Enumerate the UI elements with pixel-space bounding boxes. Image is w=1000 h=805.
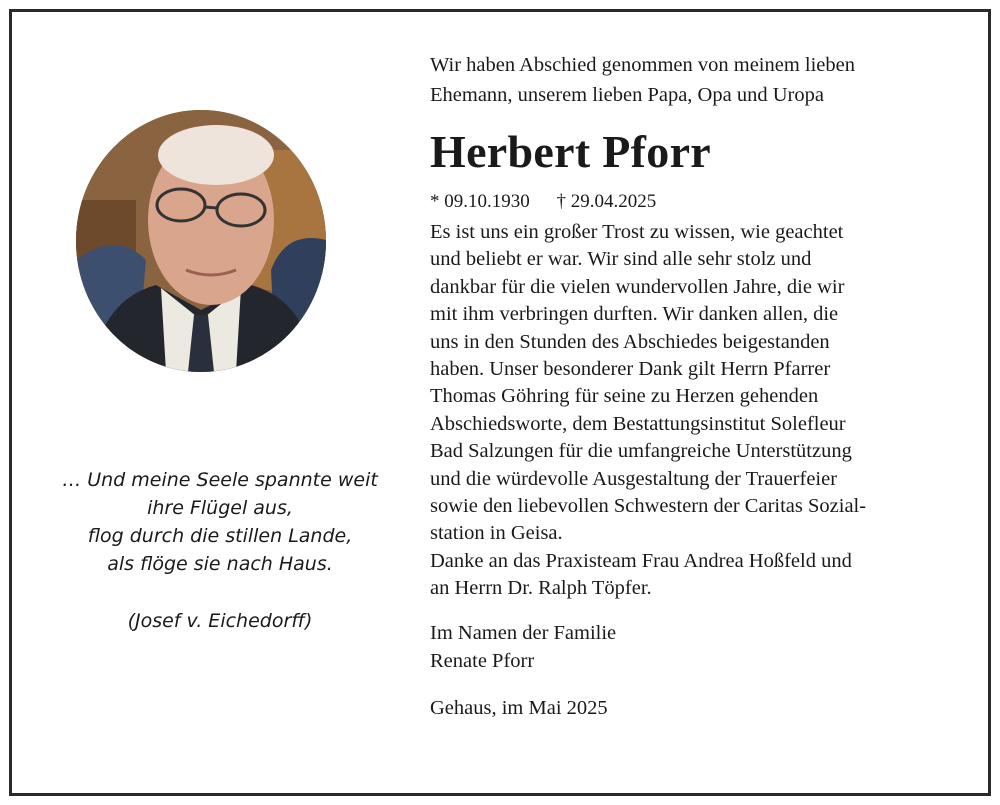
body-line: Danke an das Praxisteam Frau Andrea Hoßfeld und bbox=[430, 549, 852, 572]
body-line: uns in den Stunden des Abschiedes beigestanden bbox=[430, 330, 830, 353]
body-line: an Herrn Dr. Ralph Töpfer. bbox=[430, 577, 652, 600]
body-line: und die würdevolle Ausgestaltung der Trauerfeier bbox=[430, 467, 838, 490]
obituary-text bbox=[430, 50, 970, 722]
portrait-photo bbox=[76, 110, 326, 372]
life-dates bbox=[430, 190, 970, 214]
poem-line: … Und meine Seele spannte weit bbox=[62, 469, 378, 491]
poem-line: ihre Flügel aus, bbox=[147, 497, 293, 519]
poem-line: als flöge sie nach Haus. bbox=[107, 553, 333, 575]
intro-line: Ehemann, unserem lieben Papa, Opa und Uropa bbox=[430, 84, 824, 106]
body-line: haben. Unser besonderer Dank gilt Herrn Pfarrer bbox=[430, 358, 831, 381]
poem-line: flog durch die stillen Lande, bbox=[87, 525, 353, 547]
body-line: Bad Salzungen für die umfangreiche Unterstützung bbox=[430, 440, 852, 463]
signature-line: Im Namen der Familie bbox=[430, 621, 617, 644]
body-line: station in Geisa. bbox=[430, 522, 563, 545]
deceased-name: Herbert Pforr bbox=[430, 126, 712, 177]
body-line: sowie den liebevollen Schwestern der Caritas Sozial- bbox=[430, 495, 867, 518]
body-line: und beliebt er war. Wir sind alle sehr stolz und bbox=[430, 248, 812, 271]
body-line: mit ihm verbringen durften. Wir danken allen, die bbox=[430, 303, 839, 326]
body-line: Thomas Göhring für seine zu Herzen gehenden bbox=[430, 385, 819, 408]
body-line: dankbar für die vielen wundervollen Jahre, die wir bbox=[430, 275, 845, 298]
death-date: † 29.04.2025 bbox=[556, 191, 657, 212]
body-line: Es ist uns ein großer Trost zu wissen, wie geachtet bbox=[430, 221, 844, 243]
poem-author: (Josef v. Eichedorff) bbox=[127, 610, 313, 632]
poem-quote bbox=[40, 466, 400, 635]
body-line: Abschiedsworte, dem Bestattungsinstitut Solefleur bbox=[430, 412, 846, 435]
intro-line: Wir haben Abschied genommen von meinem lieben bbox=[430, 54, 856, 76]
signature-name: Renate Pforr bbox=[430, 649, 535, 672]
signature bbox=[430, 619, 970, 675]
place-date: Gehaus, im Mai 2025 bbox=[430, 696, 608, 719]
body-text bbox=[430, 219, 970, 603]
birth-date: * 09.10.1930 bbox=[430, 191, 530, 212]
intro-text bbox=[430, 50, 970, 110]
